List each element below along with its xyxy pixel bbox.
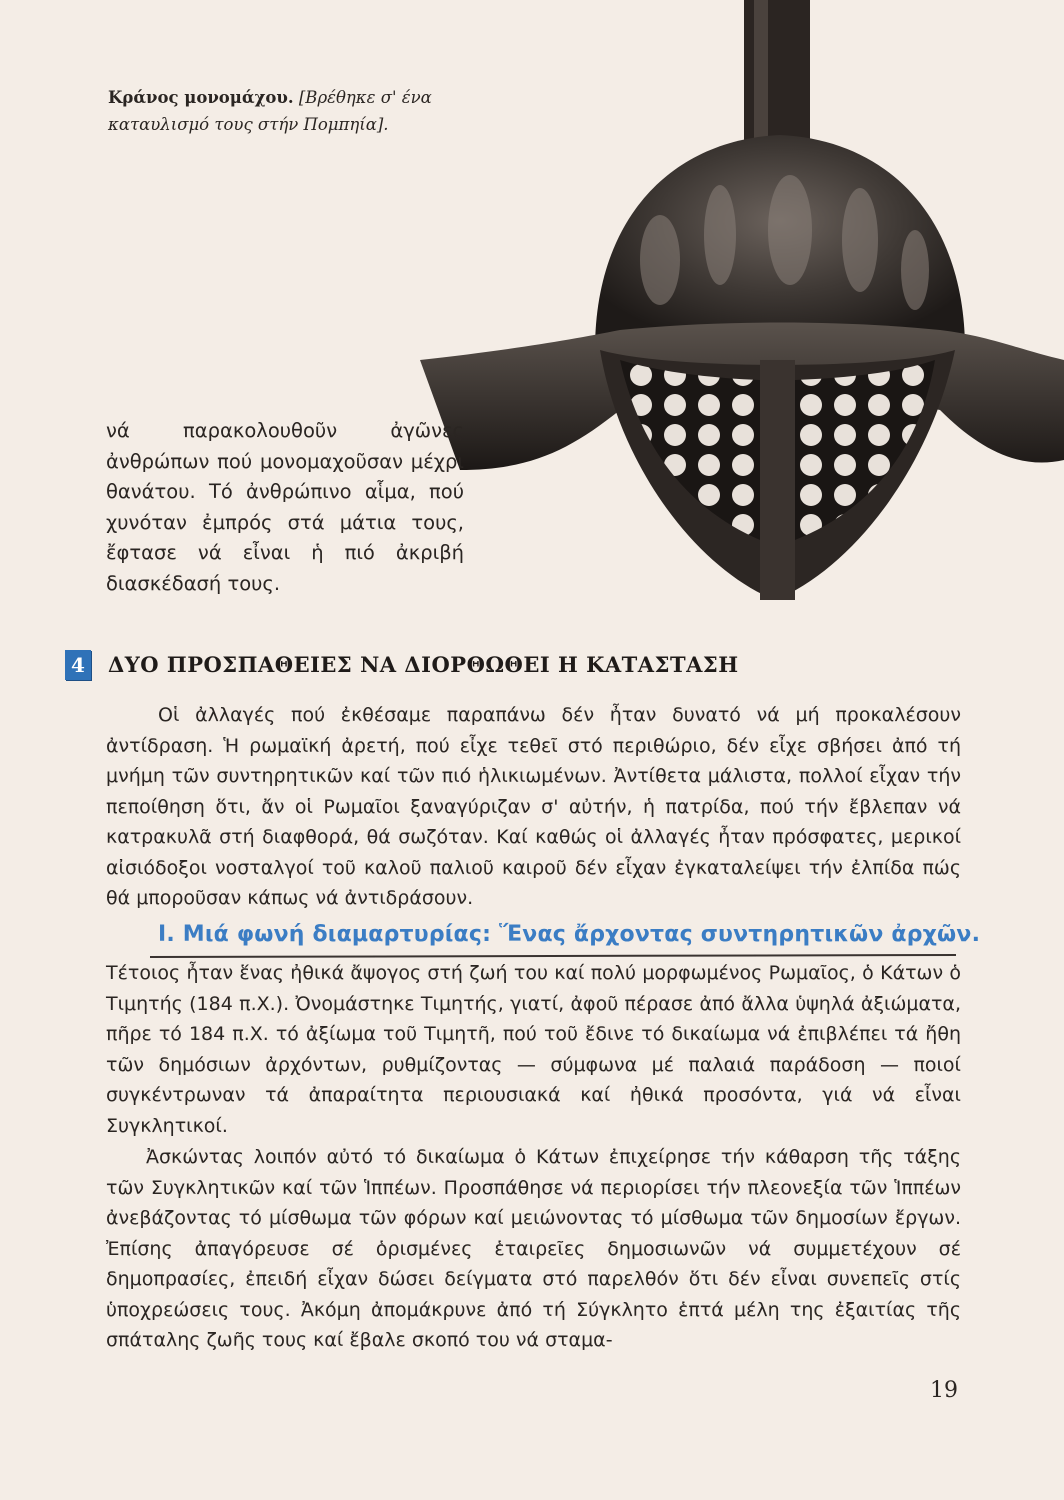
section-heading: ΔΥΟ ΠΡΟΣΠΑΘΕΙΕΣ ΝΑ ΔΙΟΡΘΩΘΕΙ Η ΚΑΤΑΣΤΑΣΗ (108, 652, 739, 677)
subsection-paragraph-1: Τέτοιος ἦταν ἕνας ἠθικά ἄψογος στή ζωή του καί πολύ μορφωμένος Ρωμαῖος, ὁ Κάτων ὁ Τιμητής (184 π.Χ.). Ὀνομάστηκε Τιμητής, γιατί, ἀφοῦ πέρασε ἀπό ἄλλα ὑψηλά ἀξιώματα, πῆρε τό 184 π.Χ. τό ἀξίωμα τοῦ Τιμητῆ, πού τοῦ ἔδινε τό δικαίωμα νά ἐπιβλέπει τά ἤθη τῶν δημόσιων ἀρχόντων, ρυθμίζοντας — σύμφωνα μέ παλαιά παράδοση — ποιοί συγκέντρωναν τά ἀπαραίτητα περιουσιακά καί ἠθικά προσόντα, γιά νά εἶναι Συγκλητικοί. (106, 962, 961, 1137)
caption-note: [Βρέθηκε σ' ένα καταυλισμό τους στήν Πομπηία]. (108, 88, 432, 134)
gladiator-helmet-photo (420, 0, 1064, 620)
figure-caption (108, 84, 468, 138)
section-paragraph-text: Οἱ ἀλλαγές πού ἐκθέσαμε παραπάνω δέν ἦταν δυνατό νά μή προκαλέσουν ἀντίδραση. Ἡ ρωμαϊκή ἀρετή, πού εἶχε τεθεῖ στό περιθώριο, δέν εἶχε σβήσει ἀπό τή μνήμη τῶν συντηρητικῶν καί τῶν πιό ἡλικιωμένων. Ἀντίθετα μάλιστα, πολλοί εἶχαν τήν πεποίθηση ὅτι, ἄν οἱ Ρωμαῖοι ξαναγύριζαν σ' αὐτήν, ἡ πατρίδα, πού τήν ἔβλεπαν νά κατρακυλᾶ στή διαφθορά, θά σωζόταν. Καί καθώς οἱ ἀλλαγές ἦταν πρόσφατες, μερικοί αἰσιόδοξοι νοσταλγοί τοῦ καλοῦ παλιοῦ καιροῦ δέν εἶχαν ἐγκαταλείψει τήν ἐλπίδα πώς θά μποροῦσαν κάπως νά ἀντιδράσουν. (106, 704, 961, 909)
side-paragraph: νά παρακολουθοῦν ἀγῶνες ἀνθρώπων πού μονομαχοῦσαν μέχρι θανάτου. Τό ἀνθρώπινο αἷμα, πού χυνόταν ἐμπρός στά μάτια τους, ἔφτασε νά εἶναι ἡ πιό ἀκριβή διασκέδασή τους. (106, 419, 464, 595)
section-number-badge: 4 (65, 650, 91, 680)
subsection-heading: Ι. Μιά φωνή διαμαρτυρίας: Ἕνας ἄρχοντας συντηρητικῶν ἀρχῶν. (158, 922, 981, 947)
page-number: 19 (930, 1378, 958, 1403)
section-paragraph (106, 700, 961, 914)
subsection-paragraph-2: Ἀσκώντας λοιπόν αὐτό τό δικαίωμα ὁ Κάτων ἐπιχείρησε τήν κάθαρση τῆς τάξης τῶν Συγκλητικῶν καί τῶν Ἱππέων. Προσπάθησε νά περιορίσει τήν πλεονεξία τῶν Ἱππέων ἀνεβάζοντας τό μίσθωμα τῶν φόρων καί μειώνοντας τό μίσθωμα τῶν δημοσίων ἔργων. Ἐπίσης ἀπαγόρευσε σέ ὁρισμένες ἑταιρεῖες δημοσιωνῶν νά συμμετέχουν σέ δημοπρασίες, ἐπειδή εἶχαν δώσει δείγματα στό παρελθόν ὅτι δέν εἶναι συνεπεῖς στίς ὑποχρεώσεις τους. Ἀκόμη ἀπομάκρυνε ἀπό τή Σύγκλητο ἑπτά μέλη της ἐξαιτίας τῆς σπάταλης ζωῆς τους καί ἔβαλε σκοπό του νά σταμα- (106, 1146, 961, 1351)
caption-title: Κράνος μονομάχου. (108, 88, 294, 107)
